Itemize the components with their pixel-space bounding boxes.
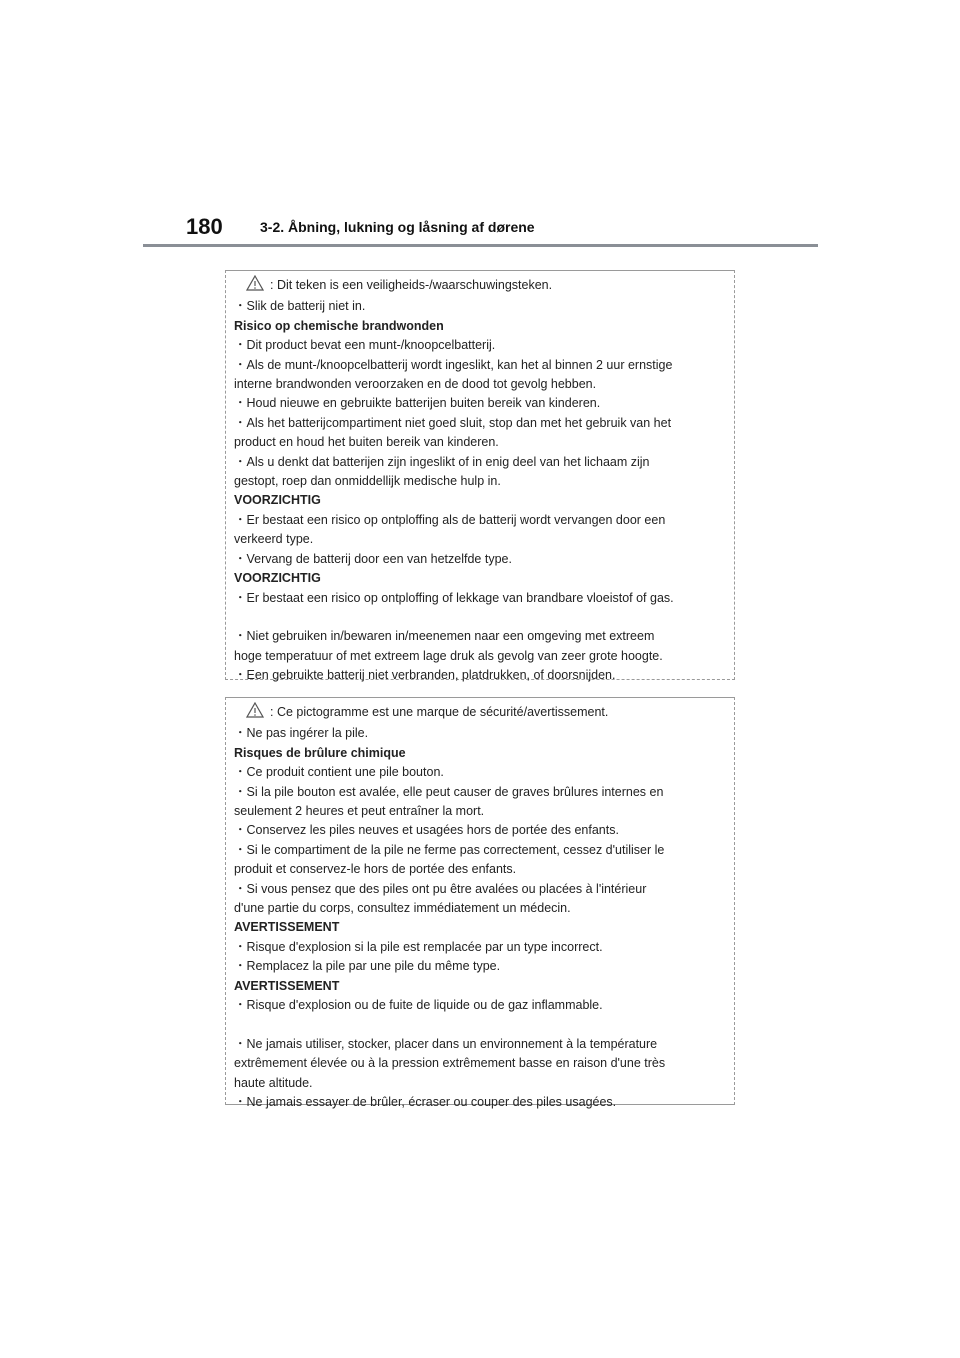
warning-box-dutch [225,270,735,683]
warning-triangle-icon [246,275,264,297]
warning-sign-line [234,275,734,297]
box-line: ・Slik de batterij niet in. [234,299,366,314]
box-line: ・Remplacez la pile par une pile du même type. [234,959,501,974]
box-heading: Risques de brûlure chimique [234,745,406,760]
box-line: : Ce pictogramme est une marque de sécurité/avertissement. [270,705,609,719]
box-line: ・Si vous pensez que des piles ont pu être avalées ou placées à l'intérieur [234,881,647,896]
box-line: : Dit teken is een veiligheids-/waarschuwingsteken. [270,278,553,292]
box-line: d'une partie du corps, consultez immédiatement un médecin. [234,901,571,916]
box-line: seulement 2 heures et peut entraîner la mort. [234,804,485,819]
box-heading: AVERTISSEMENT [234,978,340,993]
box-heading: VOORZICHTIG [234,493,321,508]
box-heading: VOORZICHTIG [234,571,321,586]
box-line: produit et conservez-le hors de portée des enfants. [234,862,517,877]
box-line: ・Risque d'explosion ou de fuite de liquide ou de gaz inflammable. [234,998,603,1013]
box-line: ・Conservez les piles neuves et usagées hors de portée des enfants. [234,823,619,838]
box-line: ・Een gebruikte batterij niet verbranden, platdrukken, of doorsnijden. [234,668,616,683]
box-line: ・Ne pas ingérer la pile. [234,726,369,741]
box-line: extrêmement élevée ou à la pression extrêmement basse en raison d'une très [234,1056,666,1071]
blank-line [234,608,734,627]
box-line: ・Er bestaat een risico op ontploffing als de batterij wordt vervangen door een [234,512,666,527]
warning-triangle-icon [246,702,264,724]
box-heading: Risico op chemische brandwonden [234,318,444,333]
box-line: hoge temperatuur of met extreem lage druk als gevolg van zeer grote hoogte. [234,648,663,663]
box-line: ・Ne jamais utiliser, stocker, placer dans un environnement à la température [234,1036,658,1051]
box-line: ・Als het batterijcompartiment niet goed sluit, stop dan met het gebruik van het [234,415,672,430]
warning-sign-line [234,702,734,724]
section-title: 3-2. Åbning, lukning og låsning af dørene [260,219,535,235]
box-line: ・Houd nieuwe en gebruikte batterijen buiten bereik van kinderen. [234,396,601,411]
box-line: ・Si le compartiment de la pile ne ferme pas correctement, cessez d'utiliser le [234,842,665,857]
box-line: ・Risque d'explosion si la pile est remplacée par un type incorrect. [234,939,603,954]
warning-box-french [225,697,735,1110]
box-heading: AVERTISSEMENT [234,920,340,935]
box-line: ・Vervang de batterij door een van hetzelfde type. [234,551,512,566]
box-line: ・Als de munt-/knoopcelbatterij wordt ingeslikt, kan het al binnen 2 uur ernstige [234,357,673,372]
page-number: 180 [186,214,223,239]
box-line: ・Niet gebruiken in/bewaren in/meenemen naar een omgeving met extreem [234,629,655,644]
box-line: ・Dit product bevat een munt-/knoopcelbatterij. [234,338,496,353]
box-line: ・Als u denkt dat batterijen zijn ingeslikt of in enig deel van het lichaam zijn [234,454,650,469]
box-line: ・Si la pile bouton est avalée, elle peut causer de graves brûlures internes en [234,784,664,799]
box-line: verkeerd type. [234,532,314,547]
box-line: gestopt, roep dan onmiddellijk medische hulp in. [234,474,501,489]
box-line: product en houd het buiten bereik van kinderen. [234,435,499,450]
box-line: haute altitude. [234,1075,313,1090]
box-line: ・Ne jamais essayer de brûler, écraser ou couper des piles usagées. [234,1095,617,1110]
header-rule [143,244,818,247]
box-line: ・Er bestaat een risico op ontploffing of lekkage van brandbare vloeistof of gas. [234,590,674,605]
box-line: ・Ce produit contient une pile bouton. [234,765,444,780]
blank-line [234,1016,734,1035]
box-line: interne brandwonden veroorzaken en de dood tot gevolg hebben. [234,377,597,392]
